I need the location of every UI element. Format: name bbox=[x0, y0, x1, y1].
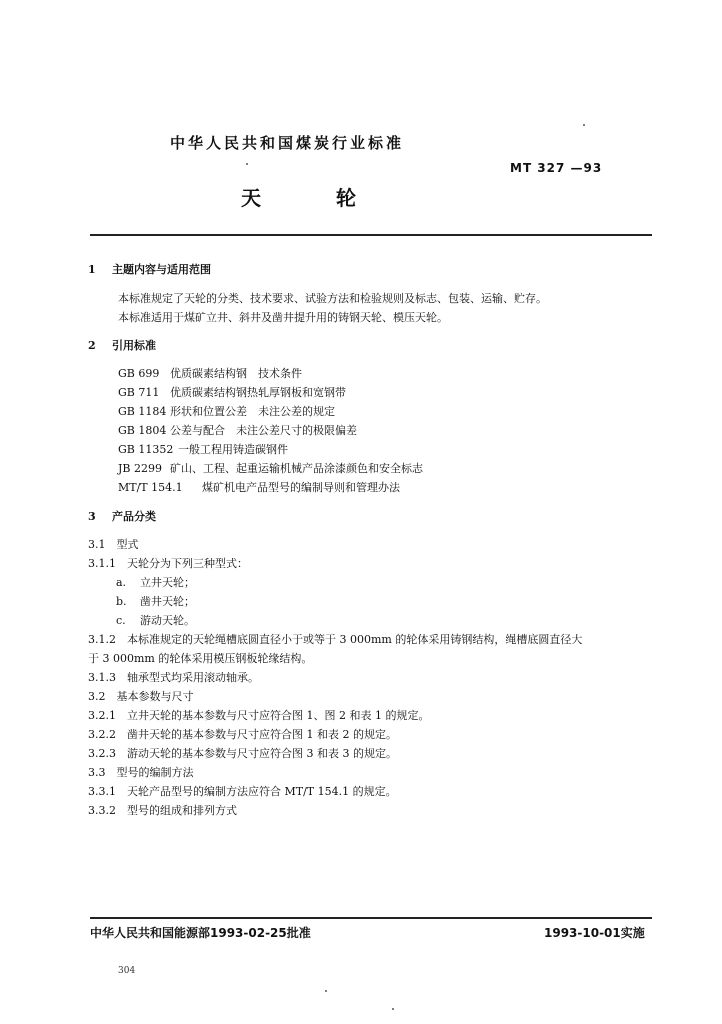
header-rule bbox=[90, 234, 652, 236]
reference-title: 煤矿机电产品型号的编制导则和管理办法 bbox=[202, 481, 400, 494]
section-3-heading bbox=[88, 510, 156, 524]
reference-code: GB 699 bbox=[118, 367, 160, 380]
reference-code: GB 1804 bbox=[118, 424, 167, 437]
clause-3-3-2: 3.3.2 型号的组成和排列方式 bbox=[88, 804, 237, 817]
clause-3-2-1: 3.2.1 立井天轮的基本参数与尺寸应符合图 1、图 2 和表 1 的规定。 bbox=[88, 709, 430, 722]
clause-3-2: 3.2 基本参数与尺寸 bbox=[88, 690, 194, 703]
section-1-heading bbox=[88, 263, 211, 277]
list-item bbox=[116, 576, 195, 590]
approval-date: 中华人民共和国能源部1993-02-25批准 bbox=[90, 926, 311, 940]
clause-3-3: 3.3 型号的编制方法 bbox=[88, 766, 194, 779]
scan-speck bbox=[583, 124, 585, 126]
clause-3-1-2-line-2: 于 3 000mm 的轮体采用模压钢板轮缘结构。 bbox=[88, 652, 313, 665]
page-number: 304 bbox=[118, 966, 136, 976]
reference-title: 优质碳素结构钢 技术条件 bbox=[170, 367, 302, 380]
section-1-number: 1 bbox=[88, 263, 96, 276]
reference-title: 矿山、工程、起重运输机械产品涂漆颜色和安全标志 bbox=[170, 462, 423, 475]
list-item bbox=[116, 614, 195, 628]
doc-title-part2: 轮 bbox=[336, 186, 356, 210]
clause-3-1-1: 3.1.1 天轮分为下列三种型式： bbox=[88, 557, 248, 570]
footer-rule bbox=[90, 917, 652, 919]
list-item-marker: b. bbox=[116, 595, 127, 608]
list-item-text: 凿井天轮； bbox=[140, 595, 195, 608]
standard-code: MT 327 —93 bbox=[510, 161, 603, 175]
reference-item bbox=[118, 462, 423, 476]
reference-item bbox=[118, 386, 346, 400]
list-item-marker: c. bbox=[116, 614, 126, 627]
clause-3-2-2: 3.2.2 凿井天轮的基本参数与尺寸应符合图 1 和表 2 的规定。 bbox=[88, 728, 397, 741]
clause-3-3-1: 3.3.1 天轮产品型号的编制方法应符合 MT/T 154.1 的规定。 bbox=[88, 785, 397, 798]
clause-3-2-3: 3.2.3 游动天轮的基本参数与尺寸应符合图 3 和表 3 的规定。 bbox=[88, 747, 397, 760]
reference-item bbox=[118, 367, 302, 381]
scan-speck bbox=[246, 163, 248, 165]
effective-date: 1993-10-01实施 bbox=[544, 926, 645, 940]
reference-title: 公差与配合 未注公差尺寸的极限偏差 bbox=[170, 424, 357, 437]
section-3-number: 3 bbox=[88, 510, 96, 523]
section-2-title: 引用标准 bbox=[112, 339, 156, 352]
list-item-text: 游动天轮。 bbox=[140, 614, 195, 627]
section-2-number: 2 bbox=[88, 339, 96, 352]
section-2-heading bbox=[88, 339, 156, 353]
reference-code: GB 11352 bbox=[118, 443, 174, 456]
scan-speck bbox=[392, 1008, 394, 1010]
reference-code: GB 1184 bbox=[118, 405, 167, 418]
reference-title: 优质碳素结构钢热轧厚钢板和宽钢带 bbox=[170, 386, 346, 399]
reference-item bbox=[118, 405, 335, 419]
section-3-title: 产品分类 bbox=[112, 510, 156, 523]
reference-code: GB 711 bbox=[118, 386, 160, 399]
reference-item bbox=[118, 481, 400, 495]
section-1-para-2: 本标准适用于煤矿立井、斜井及凿井提升用的铸钢天轮、模压天轮。 bbox=[118, 311, 448, 324]
clause-3-1-2-line-1: 3.1.2 本标准规定的天轮绳槽底圆直径小于或等于 3 000mm 的轮体采用铸钢结构，绳槽底圆直径大 bbox=[88, 633, 583, 646]
clause-3-1-3: 3.1.3 轴承型式均采用滚动轴承。 bbox=[88, 671, 259, 684]
section-1-para-1: 本标准规定了天轮的分类、技术要求、试验方法和检验规则及标志、包装、运输、贮存。 bbox=[118, 292, 547, 305]
list-item-text: 立井天轮； bbox=[140, 576, 195, 589]
list-item-marker: a. bbox=[116, 576, 127, 589]
scan-speck bbox=[325, 990, 327, 992]
reference-item bbox=[118, 424, 357, 438]
clause-3-1: 3.1 型式 bbox=[88, 538, 139, 551]
reference-title: 形状和位置公差 未注公差的规定 bbox=[170, 405, 335, 418]
doc-title-part1: 天 bbox=[241, 186, 261, 210]
reference-title: 一般工程用铸造碳钢件 bbox=[178, 443, 288, 456]
reference-item bbox=[118, 443, 288, 457]
reference-code: JB 2299 bbox=[118, 462, 162, 475]
section-1-title: 主题内容与适用范围 bbox=[112, 263, 211, 276]
standard-org-title: 中华人民共和国煤炭行业标准 bbox=[170, 134, 405, 152]
reference-code: MT/T 154.1 bbox=[118, 481, 183, 494]
list-item bbox=[116, 595, 195, 609]
